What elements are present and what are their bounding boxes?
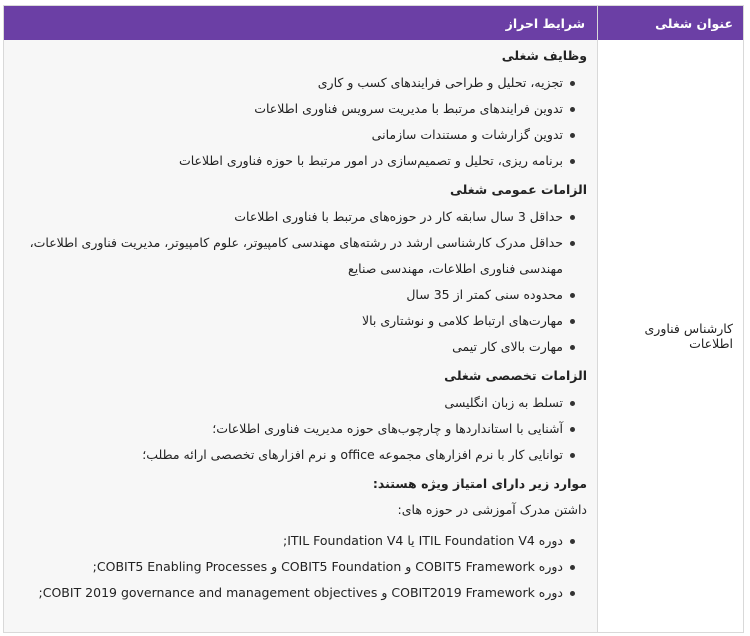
list-item: دوره ITIL Foundation V4 یا ITIL Foundation V4; xyxy=(12,528,575,554)
requirements-cell xyxy=(4,40,597,632)
list-item: مهارت‌های ارتباط کلامی و نوشتاری بالا xyxy=(12,308,575,334)
table-body xyxy=(4,40,743,632)
list-item: تدوین فرایندهای مرتبط با مدیریت سرویس فناوری اطلاعات xyxy=(12,96,575,122)
list-item: محدوده سنی کمتر از 35 سال xyxy=(12,282,575,308)
section-title-general: الزامات عمومی شغلی xyxy=(450,182,587,197)
special-intro: داشتن مدرک آموزشی در حوزه های: xyxy=(397,502,587,517)
requirements-table xyxy=(3,5,744,633)
header-requirements: شرایط احراز xyxy=(505,15,585,31)
list-item: آشنایی با استانداردها و چارچوب‌های حوزه مدیریت فناوری اطلاعات؛ xyxy=(12,416,575,442)
list-item: تسلط به زبان انگلیسی xyxy=(12,390,575,416)
section-title-specialized: الزامات تخصصی شغلی xyxy=(444,368,587,383)
list-item: تدوین گزارشات و مستندات سازمانی xyxy=(12,122,575,148)
duties-list xyxy=(12,70,587,174)
list-item: حداقل 3 سال سابقه کار در حوزه‌های مرتبط با فناوری اطلاعات xyxy=(12,204,575,230)
section-title-duties: وظایف شغلی xyxy=(501,48,587,63)
specialized-list xyxy=(12,390,587,468)
table-header xyxy=(4,6,743,40)
special-list xyxy=(12,528,587,606)
list-item: حداقل مدرک کارشناسی ارشد در رشته‌های مهندسی کامپیوتر، علوم کامپیوتر، مدیریت فناوری اطلاعات، مهندسی فناوری اطلاعات، مهندسی صنایع xyxy=(12,230,575,282)
job-title-cell xyxy=(597,40,743,632)
list-item: دوره COBIT5 Framework و COBIT5 Foundation و COBIT5 Enabling Processes; xyxy=(12,554,575,580)
job-title: کارشناس فناوری اطلاعات xyxy=(644,321,733,351)
list-item: برنامه ریزی، تحلیل و تصمیم‌سازی در امور مرتبط با حوزه فناوری اطلاعات xyxy=(12,148,575,174)
list-item: دوره COBIT2019 Framework و COBIT 2019 governance and management objectives; xyxy=(12,580,575,606)
list-item: تجزیه، تحلیل و طراحی فرایندهای کسب و کاری xyxy=(12,70,575,96)
list-item: مهارت بالای کار تیمی xyxy=(12,334,575,360)
list-item: توانایی کار با نرم افزارهای مجموعه office و نرم افزارهای تخصصی ارائه مطلب؛ xyxy=(12,442,575,468)
general-list xyxy=(12,204,587,360)
header-job-title: عنوان شغلی xyxy=(597,6,743,40)
section-title-special: موارد زیر دارای امتیاز ویژه هستند: xyxy=(372,476,587,491)
